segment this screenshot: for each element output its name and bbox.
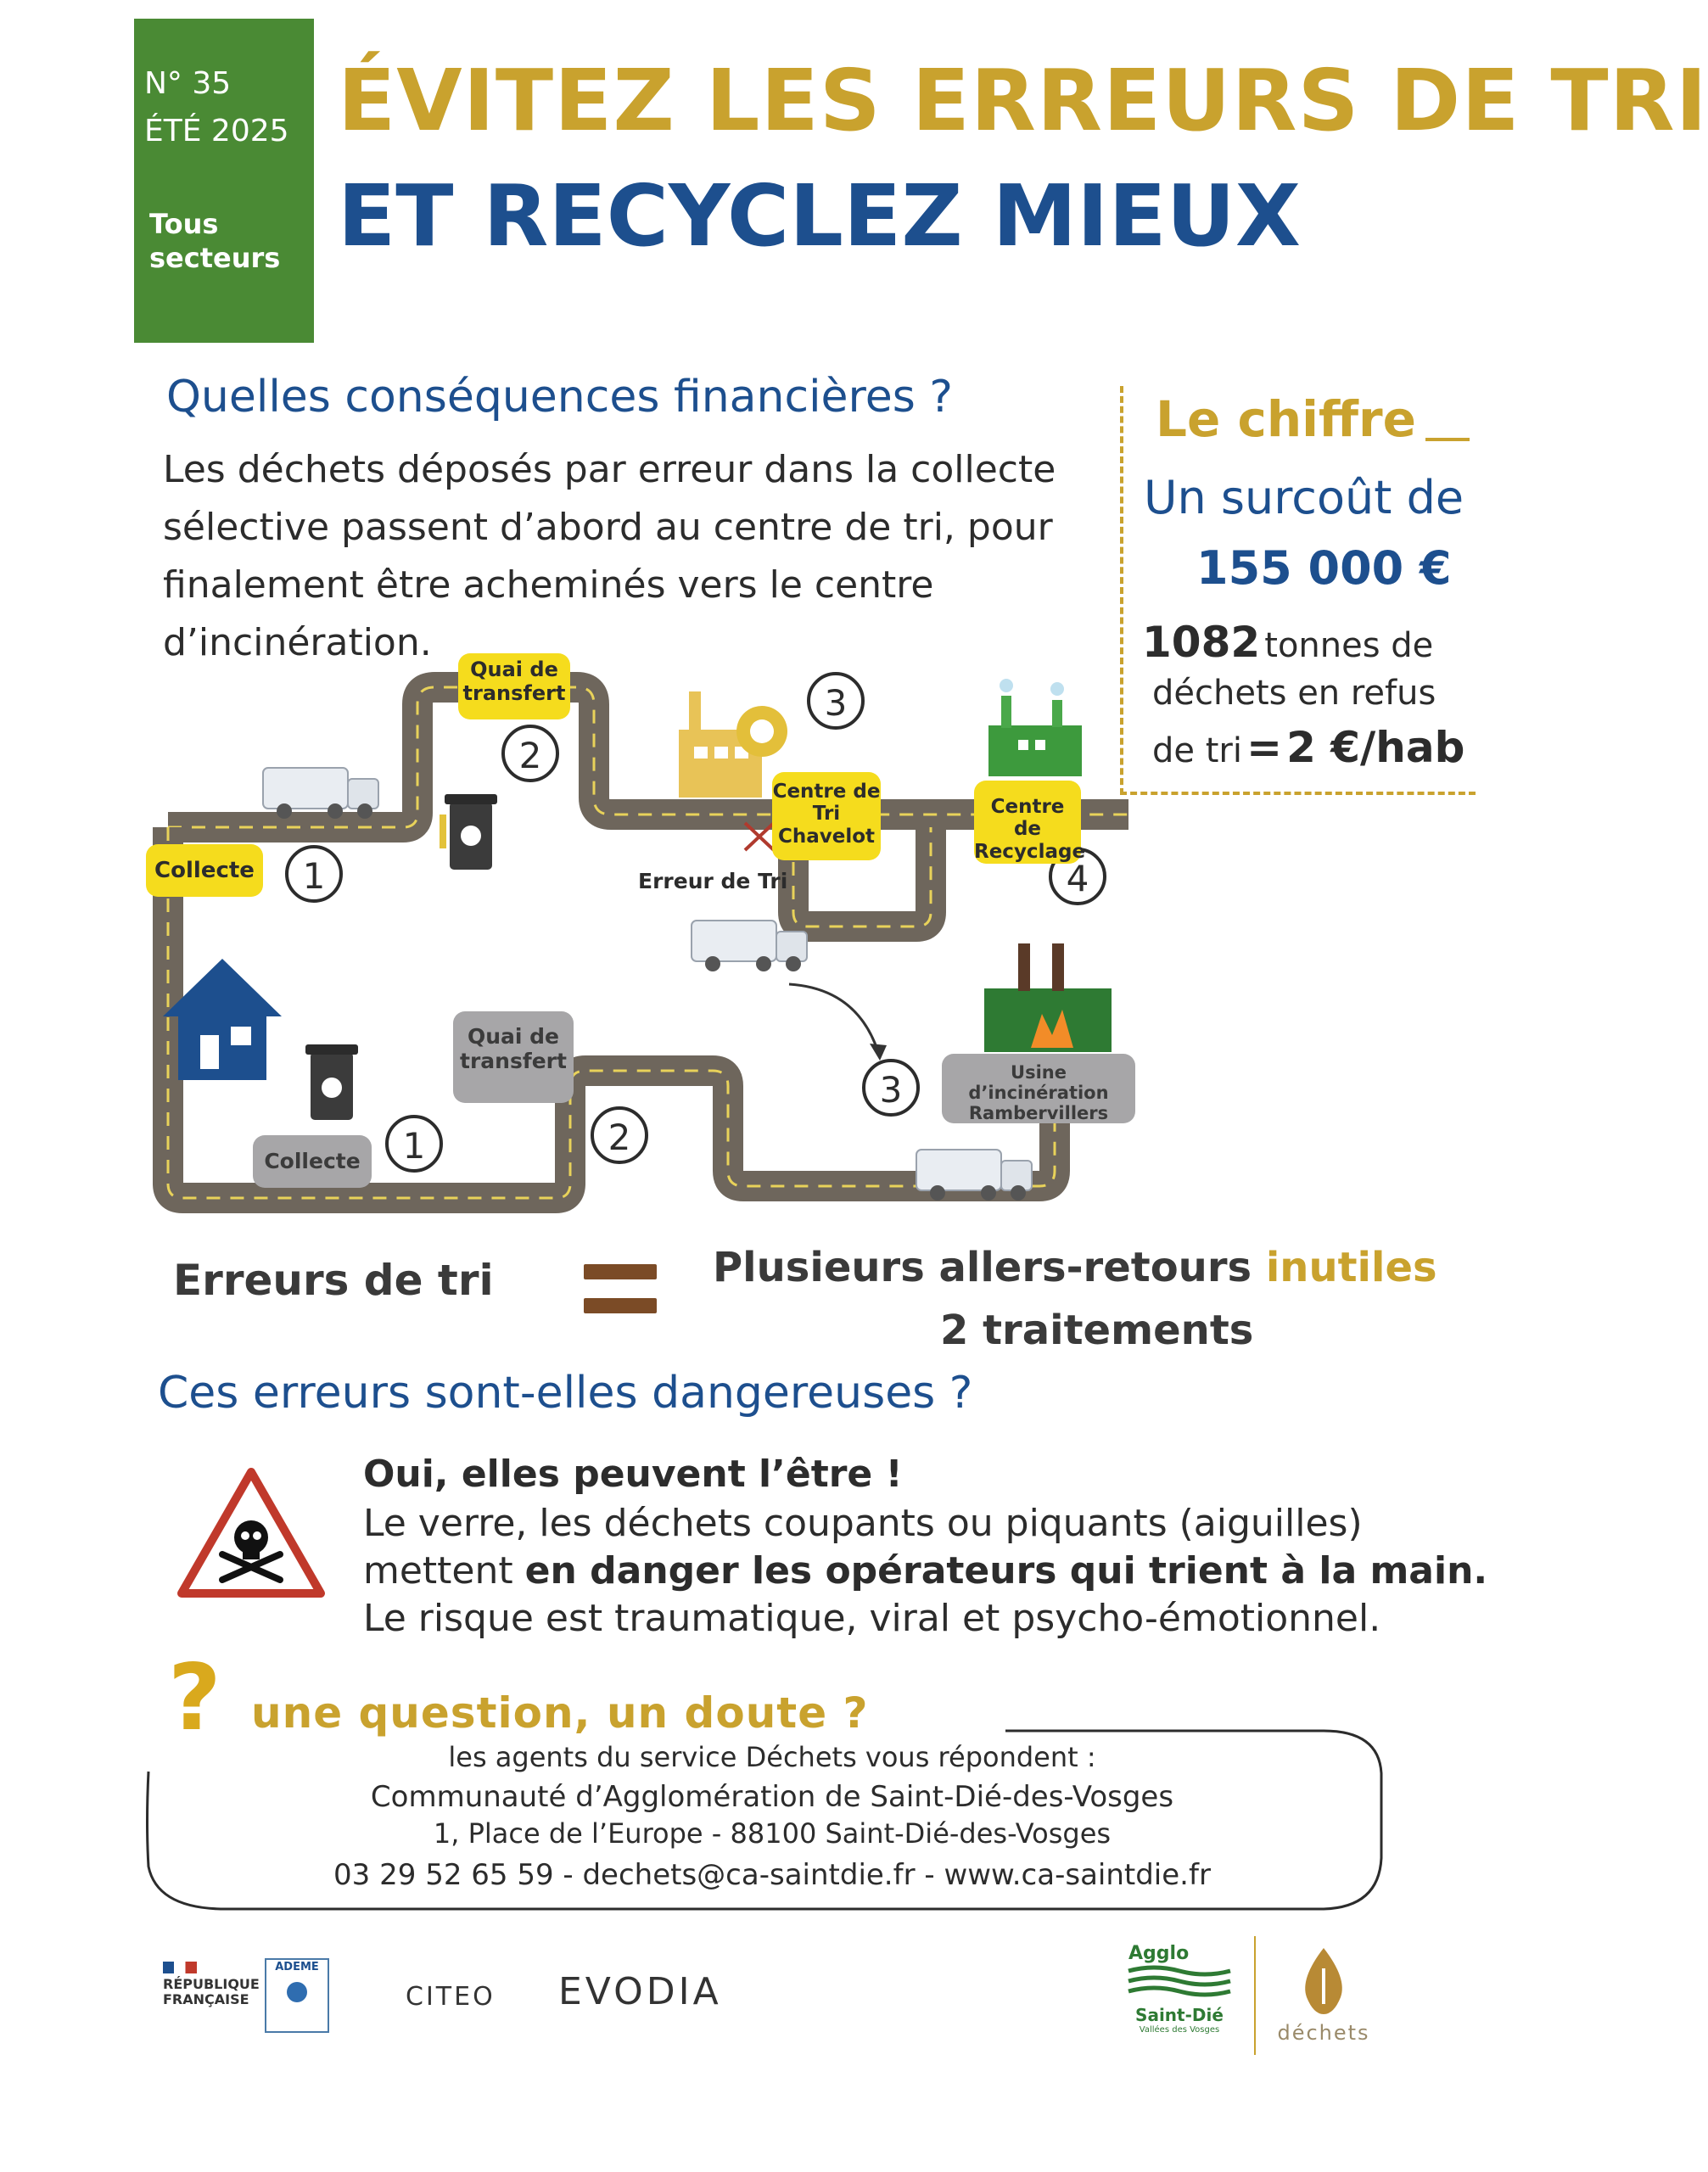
label-usine-line-2: Rambervillers bbox=[968, 1103, 1109, 1124]
label-centre-tri-line-1: Centre de bbox=[772, 781, 881, 803]
equation-right-line-2: 2 traitements bbox=[940, 1307, 1254, 1354]
chiffre-equals: = bbox=[1246, 723, 1282, 772]
chiffre-per-hab: 2 €/hab bbox=[1286, 723, 1465, 772]
chiffre-amount: 155 000 € bbox=[1196, 541, 1452, 595]
leaf-drop-icon bbox=[1298, 1945, 1349, 2018]
chiffre-title: Le chiffre bbox=[1156, 390, 1416, 448]
label-centre-tri bbox=[772, 772, 881, 860]
equation-right-accent: inutiles bbox=[1265, 1244, 1437, 1291]
chiffre-tri-text: de tri bbox=[1152, 731, 1242, 770]
globe-icon bbox=[287, 1982, 307, 2002]
incineration-plant-icon bbox=[984, 943, 1112, 1052]
step-number: 1 bbox=[302, 855, 326, 897]
evodia-logo: EVODIA bbox=[558, 1970, 722, 2013]
chiffre-tonnes-text: tonnes de bbox=[1264, 626, 1434, 665]
republique-line-1: RÉPUBLIQUE bbox=[163, 1976, 260, 1992]
label-collecte-bottom: Collecte bbox=[253, 1135, 372, 1188]
agglo-bottom-text: Saint-Dié bbox=[1135, 2005, 1224, 2025]
label-quai-bottom-line-2: transfert bbox=[460, 1048, 567, 1073]
label-centre-tri-line-3: Chavelot bbox=[777, 825, 876, 848]
financial-line-3: finalement être acheminés vers le centre d’incinération. bbox=[163, 563, 934, 664]
danger-line-2-bold: en danger les opérateurs qui trient à la main. bbox=[524, 1549, 1488, 1593]
label-recyclage-line-2: Recyclage bbox=[974, 840, 1086, 863]
republique-line-2: FRANÇAISE bbox=[163, 1990, 249, 2007]
danger-heading: Ces erreurs sont-elles dangereuses ? bbox=[158, 1368, 973, 1419]
equals-bar-top bbox=[584, 1264, 657, 1279]
issue-season: ÉTÉ 2025 bbox=[144, 114, 289, 148]
dechets-logo bbox=[1273, 1945, 1375, 2045]
chiffre-tonnes-value: 1082 bbox=[1142, 618, 1261, 667]
ademe-logo bbox=[265, 1958, 329, 2033]
step-number: 2 bbox=[608, 1117, 631, 1158]
arrow-head-icon bbox=[870, 1044, 887, 1061]
question-mark-icon: ? bbox=[168, 1645, 221, 1751]
bin-icon bbox=[440, 794, 497, 870]
danger-line-2 bbox=[363, 1549, 1487, 1593]
label-quai-top-line-1: Quai de bbox=[470, 658, 558, 681]
contact-line-3: 1, Place de l’Europe - 88100 Saint-Dié-des-Vosges bbox=[433, 1817, 1112, 1850]
label-usine-incineration bbox=[942, 1054, 1135, 1123]
step-number: 2 bbox=[518, 735, 542, 776]
financial-line-1: Les déchets déposés par erreur dans la collecte bbox=[163, 448, 1056, 491]
label-recyclage-line-1: Centre de bbox=[990, 796, 1065, 841]
ademe-text: ADEME bbox=[275, 1961, 319, 1973]
financial-line-2: sélective passent d’abord au centre de tri, pour bbox=[163, 506, 1053, 549]
waves-icon bbox=[1128, 1964, 1230, 2001]
page-title-line-1: ÉVITEZ LES ERREURS DE TRI bbox=[338, 51, 1708, 150]
contact-line-1: les agents du service Déchets vous répondent : bbox=[448, 1741, 1096, 1773]
label-erreur-tri: Erreur de Tri bbox=[638, 869, 788, 893]
step-number: 1 bbox=[402, 1125, 426, 1167]
page-title-line-2: ET RECYCLEZ MIEUX bbox=[338, 166, 1301, 266]
contact-line-2: Communauté d’Agglomération de Saint-Dié-des-Vosges bbox=[370, 1780, 1174, 1814]
label-quai-bottom bbox=[453, 1011, 574, 1103]
equation-right-line-1 bbox=[713, 1244, 1437, 1291]
step-number: 4 bbox=[1066, 858, 1089, 899]
error-arrow bbox=[789, 984, 878, 1052]
recycling-plant-icon bbox=[988, 679, 1082, 776]
danger-answer: Oui, elles peuvent l’être ! bbox=[363, 1453, 903, 1496]
sorting-plant-icon bbox=[679, 691, 787, 798]
financial-heading: Quelles conséquences financières ? bbox=[166, 372, 953, 423]
agglo-top-text: Agglo bbox=[1128, 1943, 1190, 1964]
truck-icon bbox=[263, 768, 378, 819]
label-quai-bottom-line-1: Quai de bbox=[467, 1024, 560, 1049]
step-number: 3 bbox=[824, 682, 848, 724]
equals-bar-bottom bbox=[584, 1298, 657, 1313]
issue-number: N° 35 bbox=[144, 66, 232, 101]
chiffre-surcout-line: Un surcoût de bbox=[1144, 471, 1464, 524]
sector-line-2: secteurs bbox=[149, 242, 281, 274]
dechets-text: déchets bbox=[1277, 2021, 1370, 2045]
footer-divider bbox=[1254, 1936, 1256, 2055]
citeo-logo: CITEO bbox=[406, 1982, 496, 2012]
contact-heading: une question, un doute ? bbox=[251, 1688, 869, 1738]
bin-icon bbox=[305, 1044, 358, 1120]
step-number: 3 bbox=[879, 1069, 903, 1111]
contact-line-4: 03 29 52 65 59 - dechets@ca-saintdie.fr - www.ca-saintdie.fr bbox=[333, 1858, 1211, 1892]
sector-line-1: Tous bbox=[149, 208, 219, 240]
label-collecte-top: Collecte bbox=[146, 844, 263, 897]
agglo-saint-die-logo bbox=[1128, 1943, 1230, 2035]
republique-francaise-logo bbox=[163, 1962, 260, 2007]
danger-line-1: Le verre, les déchets coupants ou piquants (aiguilles) bbox=[363, 1502, 1363, 1545]
agglo-sub-text: Vallées des Vosges bbox=[1139, 2025, 1220, 2035]
label-quai-top bbox=[458, 653, 570, 719]
danger-line-3: Le risque est traumatique, viral et psycho-émotionnel. bbox=[363, 1597, 1381, 1640]
flag-icon bbox=[163, 1962, 197, 1973]
danger-skull-icon bbox=[182, 1472, 321, 1593]
label-usine-line-1: Usine d’incinération bbox=[968, 1062, 1109, 1104]
chiffre-refus-line: déchets en refus bbox=[1152, 674, 1436, 713]
label-centre-recyclage bbox=[974, 781, 1086, 864]
equation-right-main: Plusieurs allers-retours bbox=[713, 1244, 1252, 1291]
equation-left: Erreurs de tri bbox=[173, 1256, 494, 1305]
label-quai-top-line-2: transfert bbox=[462, 680, 566, 705]
label-centre-tri-line-2: Tri bbox=[812, 803, 841, 826]
danger-line-2-start: mettent bbox=[363, 1549, 513, 1593]
